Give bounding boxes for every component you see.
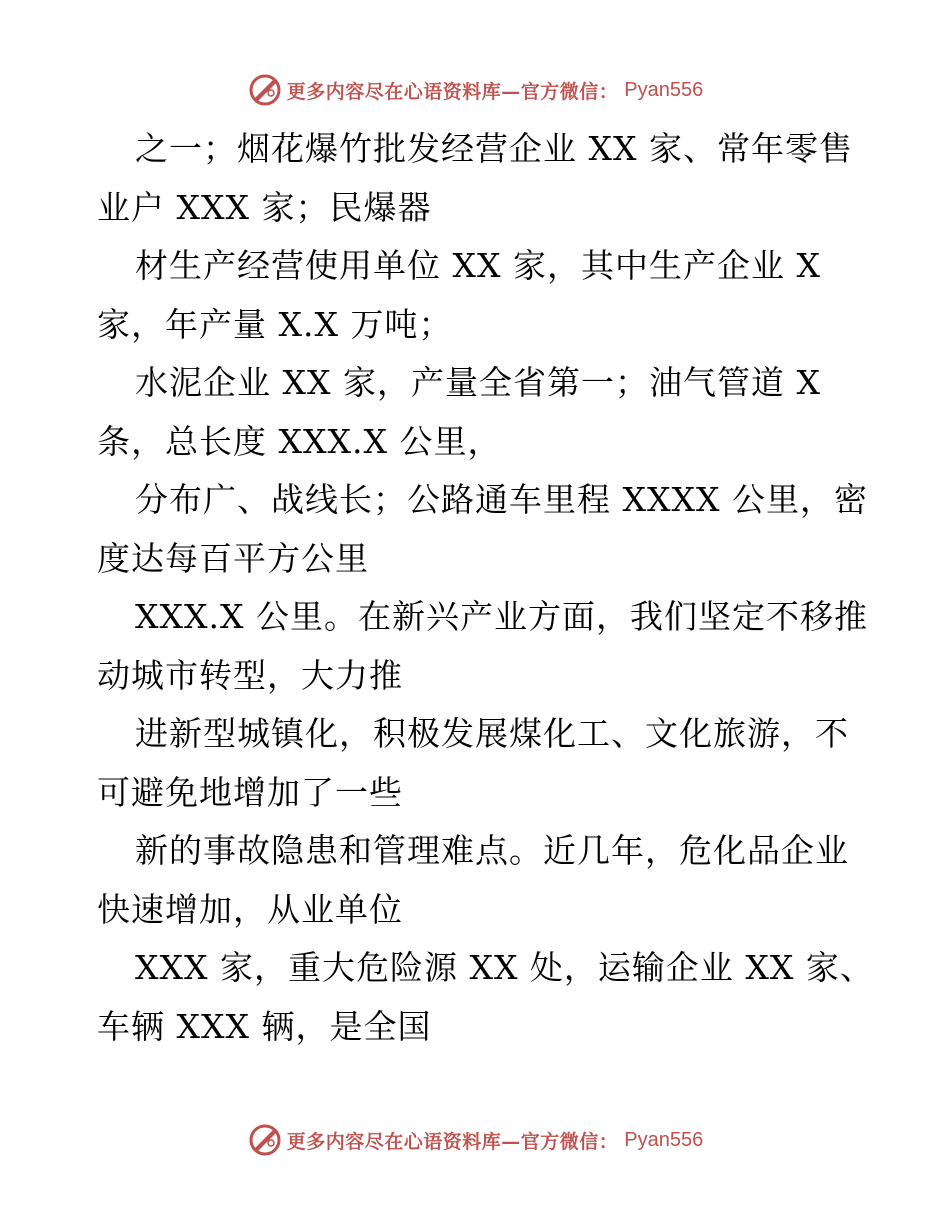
body-line: 动城市转型，大力推 <box>97 655 403 695</box>
body-line: 度达每百平方公里 <box>97 538 369 578</box>
body-line: 进新型城镇化，积极发展煤化工、文化旅游，不 <box>135 714 849 753</box>
brand-logo-icon <box>247 1122 283 1158</box>
body-line: 条，总长度 XXX.X 公里， <box>97 421 502 461</box>
body-line: 材生产经营使用单位 XX 家，其中生产企业 X <box>135 246 821 285</box>
body-line: XXX.X 公里。在新兴产业方面，我们坚定不移推 <box>135 597 868 636</box>
footer-banner-id: Pyan556 <box>624 1128 704 1151</box>
body-line: 快速增加，从业单位 <box>97 889 403 929</box>
header-banner-text: 更多内容尽在心语资料库—官方微信： <box>286 80 619 103</box>
body-line: 之一；烟花爆竹批发经营企业 XX 家、常年零售 <box>135 129 853 168</box>
header-banner <box>0 70 950 110</box>
footer-banner-text: 更多内容尽在心语资料库—官方微信： <box>286 1130 619 1153</box>
body-line: 分布广、战线长；公路通车里程 XXXX 公里，密 <box>135 480 868 519</box>
body-line: XXX 家，重大危险源 XX 处，运输企业 XX 家、 <box>135 948 874 987</box>
document-body <box>97 120 874 1056</box>
body-line: 业户 XXX 家；民爆器 <box>97 187 432 227</box>
body-line: 可避免地增加了一些 <box>97 772 403 812</box>
header-banner-id: Pyan556 <box>624 78 704 101</box>
brand-logo-icon <box>247 72 283 108</box>
footer-banner <box>0 1120 950 1160</box>
body-line: 车辆 XXX 辆，是全国 <box>97 1006 432 1046</box>
body-line: 家，年产量 X.X 万吨； <box>97 304 453 344</box>
body-line: 水泥企业 XX 家，产量全省第一；油气管道 X <box>135 363 821 402</box>
body-line: 新的事故隐患和管理难点。近几年，危化品企业 <box>135 831 849 870</box>
